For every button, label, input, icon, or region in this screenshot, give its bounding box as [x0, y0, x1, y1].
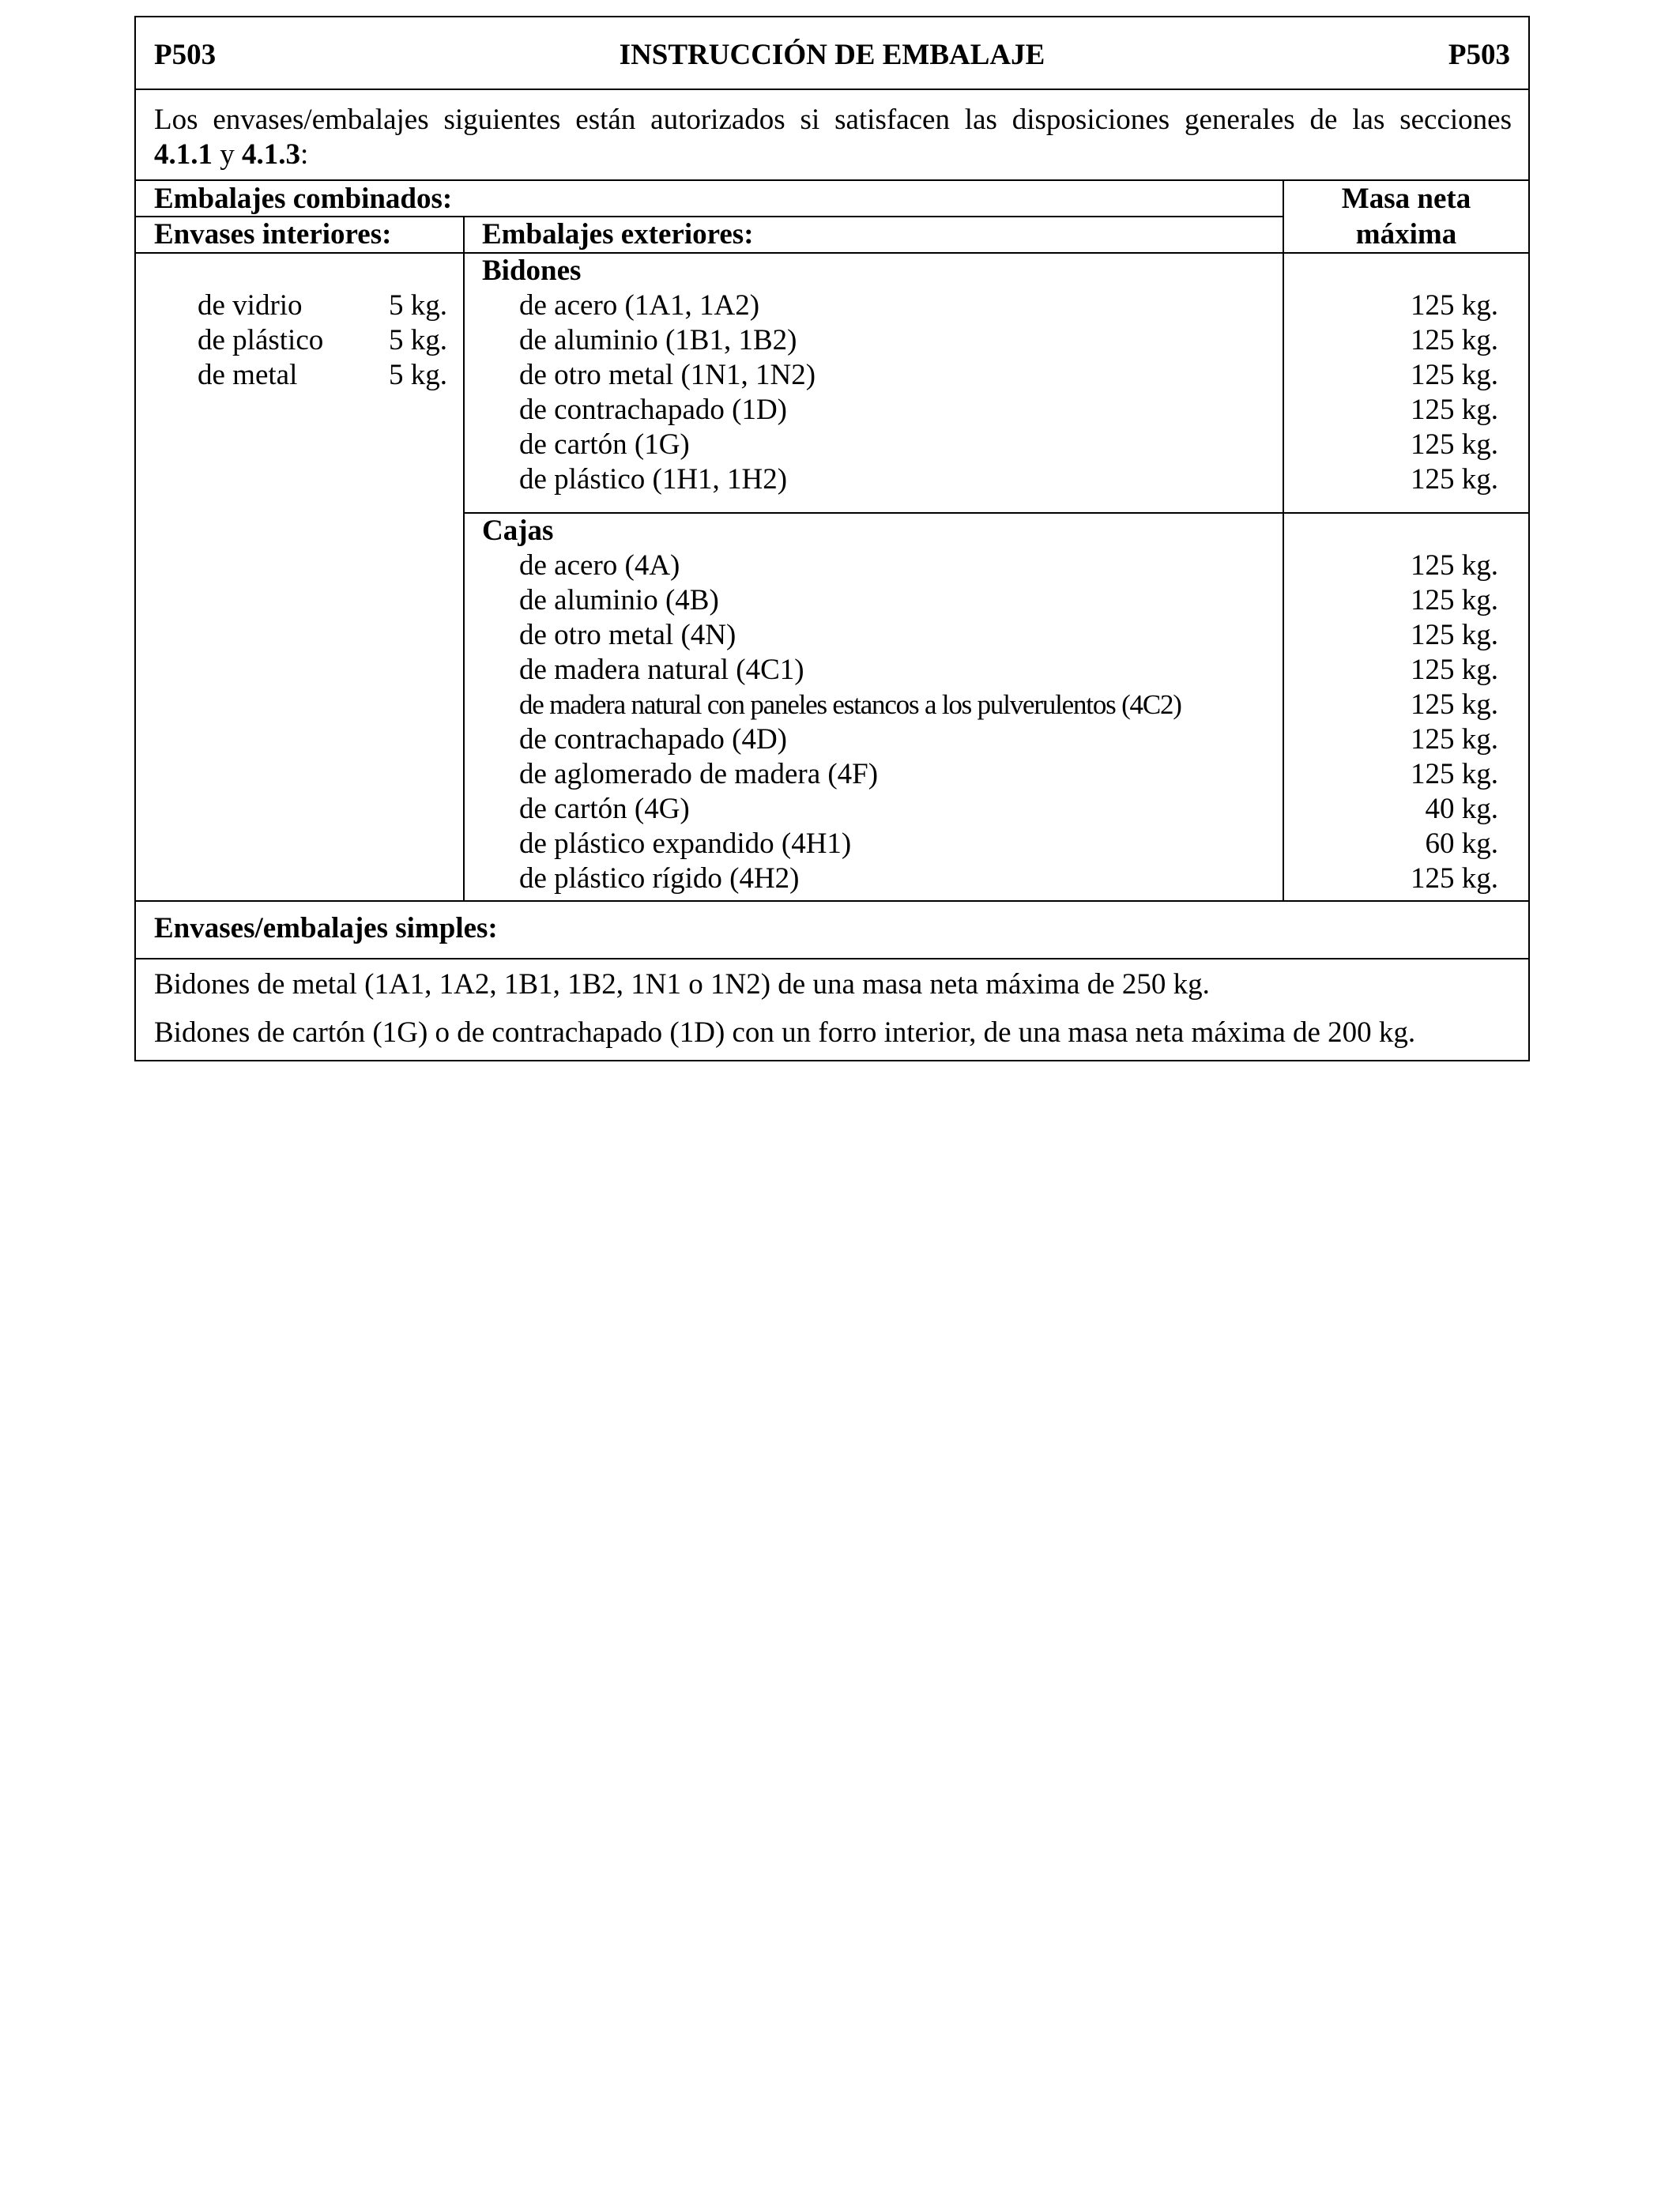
outer-item-mass: 125 kg. — [1411, 619, 1498, 651]
outer-item: de madera natural con paneles estancos a los pulverulentos (4C2) — [519, 689, 1181, 720]
divider — [463, 216, 465, 900]
outer-item: de plástico rígido (4H2) — [519, 862, 800, 895]
outer-item: de madera natural (4C1) — [519, 654, 804, 686]
divider — [136, 179, 1528, 181]
instruction-code-left: P503 — [154, 39, 217, 71]
outer-item: de aluminio (4B) — [519, 584, 719, 616]
divider — [136, 958, 1528, 959]
instruction-title: INSTRUCCIÓN DE EMBALAJE — [619, 39, 1045, 71]
single-packaging-line: Bidones de cartón (1G) o de contrachapado (1D) con un forro interior, de una masa neta máxima de 200 kg. — [154, 1016, 1416, 1049]
section-ref: 4.1.1 — [154, 138, 213, 171]
group-title-boxes: Cajas — [482, 515, 554, 547]
outer-item-mass: 125 kg. — [1411, 584, 1498, 616]
divider — [136, 252, 1528, 254]
packing-instruction-table — [134, 16, 1530, 1061]
outer-item-mass: 125 kg. — [1411, 654, 1498, 686]
outer-item: de acero (4A) — [519, 549, 680, 582]
mass-heading: Masa neta — [1341, 183, 1471, 215]
outer-item: de cartón (1G) — [519, 428, 690, 461]
outer-item-mass: 40 kg. — [1425, 793, 1498, 825]
intro-colon: : — [300, 138, 309, 171]
outer-item-mass: 125 kg. — [1411, 324, 1498, 356]
outer-item-mass: 60 kg. — [1425, 827, 1498, 860]
outer-item: de contrachapado (4D) — [519, 723, 787, 756]
outer-item: de acero (1A1, 1A2) — [519, 289, 760, 322]
inner-item-mass: 5 kg. — [389, 359, 447, 391]
outer-item-mass: 125 kg. — [1411, 463, 1498, 496]
outer-item-mass: 125 kg. — [1411, 289, 1498, 322]
divider — [463, 512, 1528, 514]
outer-item: de cartón (4G) — [519, 793, 690, 825]
outer-item: de otro metal (1N1, 1N2) — [519, 359, 816, 391]
outer-item-mass: 125 kg. — [1411, 688, 1498, 721]
outer-item-mass: 125 kg. — [1411, 394, 1498, 426]
outer-item-mass: 125 kg. — [1411, 549, 1498, 582]
outer-item: de contrachapado (1D) — [519, 394, 787, 426]
section-ref: 4.1.3 — [242, 138, 300, 171]
outer-item-mass: 125 kg. — [1411, 359, 1498, 391]
inner-item: de vidrio — [198, 289, 303, 322]
outer-packaging-heading: Embalajes exteriores: — [482, 218, 754, 251]
divider — [136, 900, 1528, 902]
outer-item: de aglomerado de madera (4F) — [519, 758, 879, 790]
outer-item: de plástico (1H1, 1H2) — [519, 463, 788, 496]
single-packaging-line: Bidones de metal (1A1, 1A2, 1B1, 1B2, 1N1 o 1N2) de una masa neta máxima de 250 kg. — [154, 968, 1210, 1001]
inner-packaging-heading: Envases interiores: — [154, 218, 392, 251]
outer-item: de aluminio (1B1, 1B2) — [519, 324, 797, 356]
inner-item: de plástico — [198, 324, 324, 356]
intro-text: Los envases/embalajes siguientes están autorizados si satisfacen las disposiciones generales de las secciones — [154, 104, 1512, 136]
group-title-drums: Bidones — [482, 254, 582, 287]
divider — [136, 89, 1528, 90]
mass-heading: máxima — [1355, 218, 1457, 251]
inner-item: de metal — [198, 359, 298, 391]
outer-item: de otro metal (4N) — [519, 619, 736, 651]
inner-item-mass: 5 kg. — [389, 324, 447, 356]
outer-item-mass: 125 kg. — [1411, 862, 1498, 895]
outer-item-mass: 125 kg. — [1411, 758, 1498, 790]
outer-item-mass: 125 kg. — [1411, 723, 1498, 756]
inner-item-mass: 5 kg. — [389, 289, 447, 322]
instruction-code-right: P503 — [1448, 39, 1510, 71]
outer-item: de plástico expandido (4H1) — [519, 827, 852, 860]
combined-packaging-heading: Embalajes combinados: — [154, 183, 453, 215]
intro-references — [154, 138, 308, 172]
single-packaging-heading: Envases/embalajes simples: — [154, 912, 498, 944]
intro-conjunction: y — [213, 138, 242, 171]
outer-item-mass: 125 kg. — [1411, 428, 1498, 461]
